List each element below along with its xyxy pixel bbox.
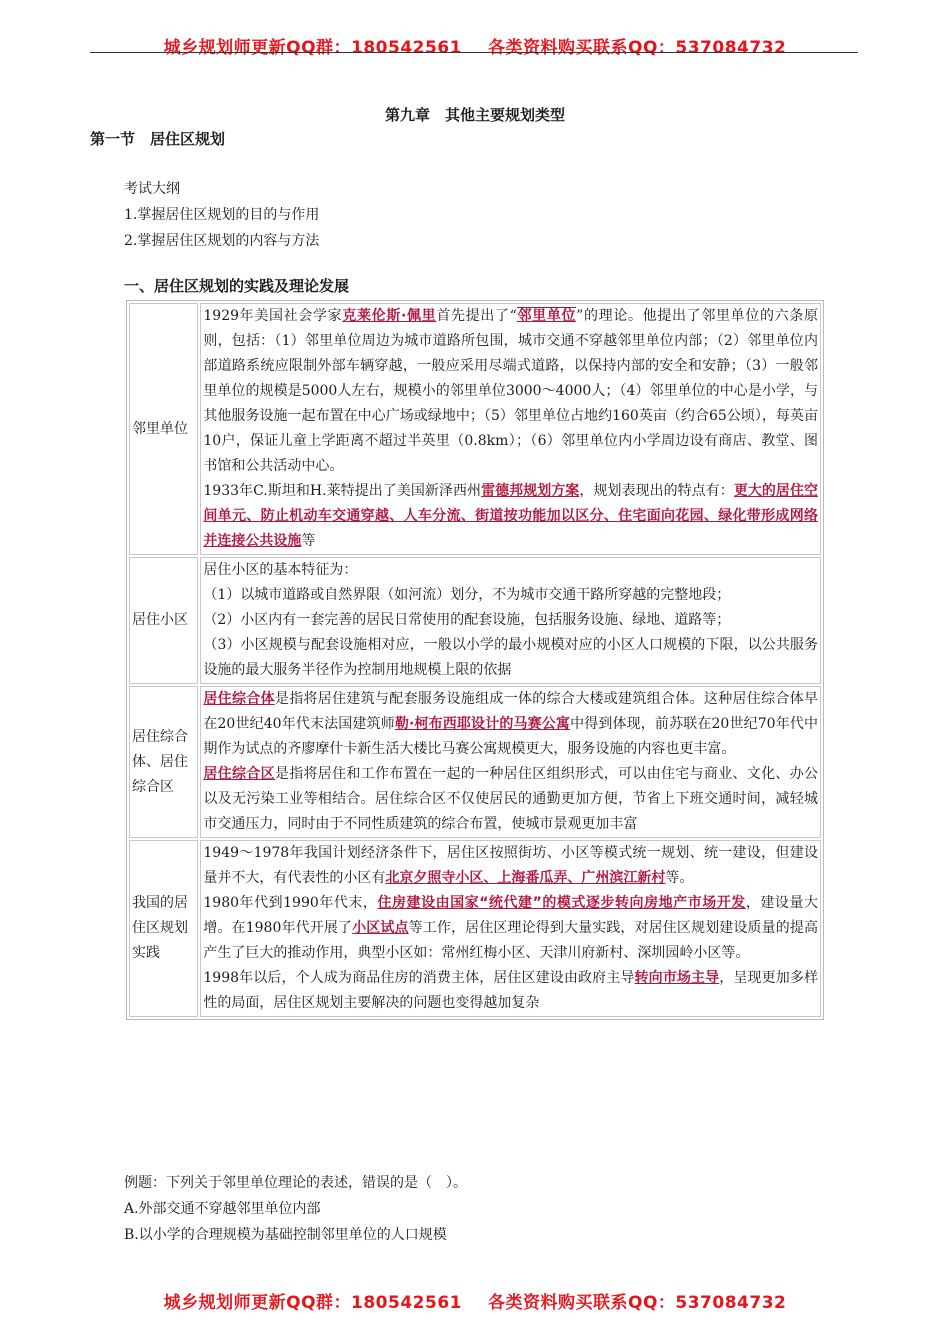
- text: ，呈现更加多样性的局面，居住区规划主要解决的问题也变得越加复杂: [203, 970, 818, 1011]
- text: 是指将居住建筑与配套服务设施组成一体的综合大楼或建筑组合体。这种居住综合体早在20世纪40年代末法国建筑师: [203, 691, 819, 732]
- banner-qq-group: 城乡规划师更新QQ群：180542561: [163, 38, 462, 58]
- text: 中得到体现，前苏联在20世纪70年代中期作为试点的齐廖摩什卡新生活大楼比马赛公寓规模更大，服务设施的内容也更丰富。: [203, 716, 818, 757]
- example-question: [124, 1170, 467, 1248]
- row-label-residential-district: 居住小区: [129, 557, 198, 684]
- paragraph: [203, 304, 818, 479]
- line: （3）小区规模与配套设施相对应，一般以小学的最小规模对应的小区人口规模的下限，以公共服务设施的最大服务半径作为控制用地规模上限的依据: [203, 637, 818, 678]
- text: 1980年代到1990年代末，: [203, 895, 378, 911]
- banner-contact: 各类资料购买联系QQ：537084732: [488, 38, 787, 58]
- row-label-residential-complex: 居住综合体、居住综合区: [129, 686, 198, 838]
- text: 1998年以后，个人成为商品住房的消费主体，居住区建设由政府主导: [203, 970, 635, 986]
- syllabus: [124, 176, 319, 254]
- bottom-banner: [0, 1288, 950, 1313]
- paragraph: [203, 841, 818, 891]
- row-body-china-practice: [200, 840, 821, 1017]
- table-row: [129, 303, 821, 555]
- row-body-residential-complex: [200, 686, 821, 838]
- highlight-radburn-features: 更大的居住空间单元、防止机动车交通穿越、人车分流、街道按功能加以区分、住宅面向花园、绿化带形成网络并连接公共设施: [203, 483, 819, 549]
- highlight-marseille: 勒·柯布西耶设计的马赛公寓: [394, 716, 571, 732]
- highlight-residential-complex: 居住综合体: [203, 691, 275, 707]
- row-body-residential-district: [200, 557, 821, 684]
- syllabus-title: 考试大纲: [124, 181, 180, 197]
- line: （2）小区内有一套完善的居民日常使用的配套设施，包括服务设施、绿地、道路等；: [203, 612, 731, 628]
- heading-practice-theory: 一、居住区规划的实践及理论发展: [124, 277, 350, 295]
- text: 是指将居住和工作布置在一起的一种居住区组织形式，可以由住宅与商业、文化、办公以及无污染工业等相结合。居住综合区不仅使居民的通勤更加方便，节省上下班交通时间，减轻城市交通压力，同时由于不同性质建筑的综合布置，使城市景观更加丰富: [203, 766, 819, 832]
- table-row: [129, 686, 821, 838]
- residential-planning-table: [126, 300, 824, 1020]
- option-a: A.外部交通不穿越邻里单位内部: [124, 1201, 321, 1217]
- text: 首先提出了“: [436, 308, 517, 324]
- top-banner: [0, 33, 950, 58]
- text: 等。: [665, 870, 694, 886]
- highlight-perry: 克莱伦斯·佩里: [342, 308, 437, 324]
- section-title: 第一节 居住区规划: [90, 130, 226, 148]
- banner-qq-group: 城乡规划师更新QQ群：180542561: [163, 1293, 462, 1313]
- paragraph: [203, 687, 818, 762]
- highlight-pilot-district: 小区试点: [352, 920, 409, 936]
- option-b: B.以小学的合理规模为基础控制邻里单位的人口规模: [124, 1227, 447, 1243]
- highlight-representative-districts: 北京夕照寺小区、上海番瓜弄、广州滨江新村: [385, 870, 666, 886]
- syllabus-item: 2.掌握居住区规划的内容与方法: [124, 233, 320, 249]
- highlight-neighborhood-unit: 邻里单位: [516, 308, 577, 324]
- table-row: [129, 840, 821, 1017]
- text: 1933年C.斯坦和H.莱特提出了美国新泽西州: [203, 483, 482, 499]
- line: 居住小区的基本特征为：: [203, 562, 358, 578]
- text: ”的理论。他提出了邻里单位的六条原则，包括：（1）邻里单位周边为城市道路所包围，城市交通不穿越邻里单位内部；（2）邻里单位内部道路系统应限制外部车辆穿越，一般应采用尽端式道路，以保持内部的安全和安静；（3）一般邻里单位的规模是5000人左右，规模小的邻里单位3000～4000人；（4）邻里单位的中心是小学，与其他服务设施一起布置在中心广场或绿地中；（5）邻里单位占地约160英亩（约合65公顷），每英亩10户，保证儿童上学距离不超过半英里（0.8km）；（6）邻里单位内小学周边设有商店、教堂、图书馆和公共活动中心。: [203, 308, 818, 474]
- text: 1949～1978年我国计划经济条件下，居住区按照街坊、小区等模式统一规划、统一建设，但建设量并不大，有代表性的小区有: [203, 845, 818, 886]
- chapter-title: 第九章 其他主要规划类型: [384, 106, 565, 124]
- row-label-neighborhood-unit: 邻里单位: [129, 303, 198, 555]
- text: ，建设量大增。在1980年代开展了: [203, 895, 818, 936]
- paragraph: [203, 966, 818, 1016]
- text: 1929年美国社会学家: [203, 308, 343, 324]
- highlight-housing-reform: 住房建设由国家“统代建”的模式逐步转向房地产市场开发: [377, 895, 746, 911]
- row-label-china-practice: 我国的居住区规划实践: [129, 840, 198, 1017]
- text: 等: [301, 533, 316, 549]
- text: ，规划表现出的特点有：: [579, 483, 734, 499]
- highlight-radburn: 雷德邦规划方案: [481, 483, 580, 499]
- question-text: 例题：下列关于邻里单位理论的表述，错误的是（ ）。: [124, 1175, 467, 1191]
- syllabus-item: 1.掌握居住区规划的目的与作用: [124, 207, 320, 223]
- highlight-market-led: 转向市场主导: [634, 970, 720, 986]
- paragraph: [203, 891, 818, 966]
- paragraph: [203, 762, 818, 837]
- row-body-neighborhood-unit: [200, 303, 821, 555]
- banner-contact: 各类资料购买联系QQ：537084732: [488, 1293, 787, 1313]
- highlight-mixed-zone: 居住综合区: [203, 766, 275, 782]
- line: （1）以城市道路或自然界限（如河流）划分，不为城市交通干路所穿越的完整地段；: [203, 587, 731, 603]
- header-rule: [90, 52, 858, 53]
- paragraph: [203, 479, 818, 554]
- text: 等工作，居住区理论得到大量实践，对居住区规划建设质量的提高产生了巨大的推动作用，典型小区如：常州红梅小区、天津川府新村、深圳园岭小区等。: [203, 920, 819, 961]
- table-row: [129, 557, 821, 684]
